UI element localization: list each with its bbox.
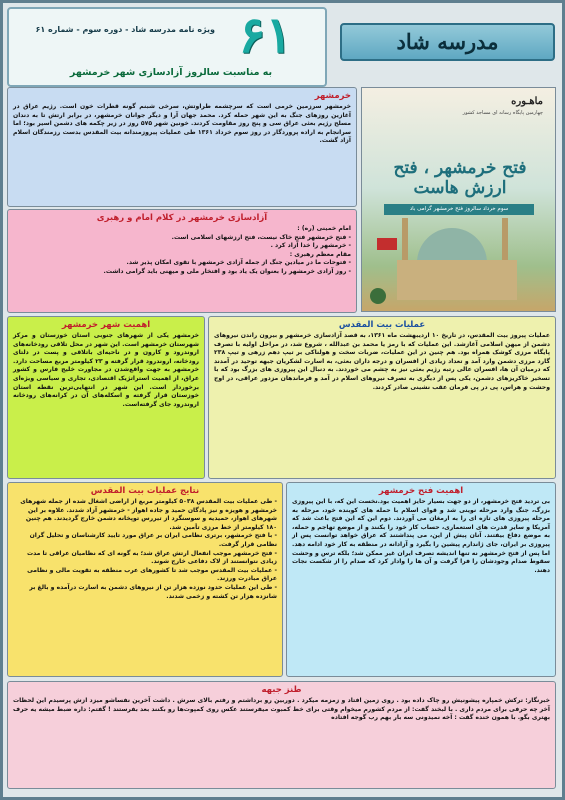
imam-quote: - فتح خرمشهر فتح خاک نیست، فتح ارزشهای اسلامی است. bbox=[171, 233, 351, 241]
importance-city-box bbox=[7, 316, 205, 479]
poster-title: فتح خرمشهر ، فتح ارزش هاست bbox=[393, 158, 527, 198]
results-list bbox=[13, 498, 277, 601]
leaders-quotes bbox=[13, 225, 351, 277]
leader-quote: - روز آزادی خرمشهر را بعنوان یک یاد بود و افتخار ملی و میهنی باید گرامی داشت. bbox=[103, 267, 351, 275]
school-name: مدرسه شاد bbox=[396, 29, 499, 54]
khorramshahr-box bbox=[7, 87, 357, 207]
header-title-panel bbox=[333, 9, 555, 81]
poster-band: سوم خرداد سالروز فتح خرمشهر گرامی باد bbox=[384, 204, 534, 215]
result-item: - عملیات بیت المقدس موجب شد تا کشورهای عرب منطقه به تقویت مالی و نظامی عراق مبادرت ورزند. bbox=[27, 566, 277, 583]
result-item: - فتح خرمشهر موجب انفعال ارتش عراق شد؛ به گونه ای که نظامیان عراقی تا مدت زیادی نتوانستند از لاک دفاعی خارج شوند. bbox=[26, 549, 277, 566]
victory-text: بی تردید فتح خرمشهر، از دو جهت بسیار حایز اهمیت بود.نخست این که، با این پیروزی بزرگ، جنگ وارد مرحله نوینی شد و قوای اسلام با حمله های کوبنده خود، مرحله به مرحله پیروزی های تازه ای را به ارمغان می آوردند. دوم این که این فتح باعث شد که آمریکا و سایر قدرت های استعماری، حساب کار خود را بکنند و از موضع تهاجم و حمله، به موضع دفاع بیفتند. آنان پیش از این، می پنداشتند که عراق خواهد توانست پس از پیروزی بر ایران، جای ژاندارم پیشین را بگیرد و آزادانه در منطقه به کار خود ادامه دهد. اما پس از فتح خرمشهر نه تنها اندیشه تصرف ایران غیر ممکن شد؛ بلکه ترس و وحشت سقوط صدام وجودشان را فرا گرفت و آن ها را وادار کرد که صدام را از شکست نجات دهند. bbox=[292, 498, 550, 574]
operation-text: عملیات پیروز بیت المقدس، در تاریخ ۱۰ اردیبهشت ماه ۱۳۶۱، به قصد آزادسازی خرمشهر و بیرون راندن نیروهای دشمن از میهن اسلامی آغازشد. این عملیات که با رمز یا محمد بن عبدالله ، شروع شد، در مراحل اولیه با تصرف پایگاه مرزی کوشک همراه بود. هم چنین در این عملیات، ضربات سخت و هولناکی بر تیپ دهم زرهی و تیپ ۲۳۸ گارد مرزی دشمن وارد آمد و تعداد زیادی از افسران و درجه داران بعثی، به اسارت لشکریان جبهه توحید در آمدند که درمیان آن ها، افسران عالی رتبه رژیم بعثی نیز به چشم می خوردند. به دنبال این پیروزی های بزرگ بود که با تسخیر خاکریزهای دشمن، یکی پس از دیگری به تصرف نیروهای اسلام در آمد و فرماندهان مزدور عراقی، در اوج وحشت و هراس، پی در پی فرمان عقب نشینی صادر کردند. bbox=[214, 332, 550, 391]
result-item: - طی این عملیات حدود نوزده هزار تن از نیروهای دشمن به اسارت درآمده و بالغ بر شانزده هزار تن کشته و زخمی شدند. bbox=[29, 583, 277, 600]
poster-image bbox=[361, 87, 556, 312]
operation-heading: عملیات بیت المقدس bbox=[338, 320, 426, 330]
importance-city-heading: اهمیت شهر خرمشهر bbox=[61, 320, 151, 330]
poster-logo: ماهـوره bbox=[511, 96, 543, 107]
issue-subtitle: ویژه نامه مدرسه شاد - دوره سوم - شماره ۶۱ bbox=[35, 25, 215, 34]
results-heading: نتایج عملیات بیت المقدس bbox=[90, 486, 200, 496]
poster-logo-sub: چهارمین پایگاه رسانه ای مساجد کشور bbox=[462, 110, 543, 116]
result-item: - با فتح خرمشهر، برتری نظامی ایران بر عراق مورد تایید کارشناسان و تحلیل گران نظامی قرار گرفت. bbox=[29, 532, 277, 548]
results-box bbox=[7, 482, 283, 677]
header bbox=[3, 3, 562, 91]
leaders-box bbox=[7, 209, 357, 313]
humor-heading: طنز جبهه bbox=[261, 685, 302, 695]
humor-box bbox=[7, 681, 556, 789]
victory-box bbox=[286, 482, 556, 677]
humor-text: خبرنگار: ترکش خمپاره پیشونیش رو چاک داده بود . روی زمین افتاد و زمزمه میکرد . دوربین رو برداشتم و رفتم بالای سرش . داشت آخرین نفساشو میزد ازش پرسیدم این لحظات آخر چه حرفی برای مردم داری . با لبخند گفت: از مردم کشورم میخوام وقتی برای خط کمبوت میفرستند عکس روی کمپوت‌ها رو بکنند بعد بفرستند ! گفتم: داره ضبط میشه یه حرف بهتری بگو. با همون خنده گفت : آخه نمیدونی سه بار بهم رب گوجه افتاده bbox=[13, 697, 550, 722]
leaders-heading: آزادسازی خرمشهر در کلام امام و رهبری bbox=[96, 213, 268, 223]
importance-city-text: خرمشهر یکی از شهرهای جنوبی استان خوزستان و مرکز شهرستان خرمشهر است. این شهر در محل تلاقی رودخانه‌های اروندرود و کارون و در ناحیه‌ای باتلاقی و پست در دلتای رودخانه، اروندرود قرار گرفته و ۲۳ کیلومتر مربع مساحت دارد. خرمشهر به جهت واقع‌شدن در مجاورت خلیج فارس و کشور عراق، از اهمیت استراتژیک اقتصادی، تجاری و سیاسی ویژه‌ای برخوردار است. این شهر در انتهایی‌ترین نقطه استان خوزستان قرار گرفته و اسکله‌های آن در کرانه‌های رودخانه اروندرود جای گرفته‌است. bbox=[13, 332, 199, 408]
issue-number: ۶۱ bbox=[238, 5, 293, 64]
khorramshahr-text: خرمشهر سرزمین خرمی است که سرچشمه طراوتش، سرخی شبنم گونه قطرات خون است. رژیم عراق در آغازین روزهای جنگ به این شهر حمله کرد. محمد جهان آرا و دیگر جوانان خرمشهر، در برابر ارتش تا به دندان مسلح رژیم بعثی عراق سی و پنج روز مقاومت کردند. خونین شهر ۵۷۵ روز در زیر چکمه های دشمن اسیر بود؛ اما سرانجام به اراده پروردگار در روز سوم خرداد ۱۳۶۱ طی عملیات پیروزمندانه بیت المقدس بدست رزمندگان اسلام آزاد گشت. bbox=[13, 103, 351, 145]
occasion-title: به مناسبت سالروز آزادسازی شهر خرمشهر bbox=[69, 67, 273, 78]
school-name-ribbon bbox=[340, 23, 555, 61]
imam-quote: - خرمشهر را خدا آزاد کرد . bbox=[270, 242, 351, 250]
leader-quote: - فتوحات ما در میادین جنگ از جمله آزادی خرمشهر با تقوی امکان پذیر شد. bbox=[126, 259, 351, 267]
mosque-building bbox=[397, 260, 517, 300]
flag-icon bbox=[377, 238, 397, 250]
leader-label: مقام معظم رهبری : bbox=[289, 250, 351, 258]
victory-heading: اهمیت فتح خرمشهر bbox=[378, 486, 464, 496]
imam-label: امام خمینی (ره) : bbox=[297, 225, 351, 232]
emblem-icon bbox=[370, 288, 386, 304]
operation-box bbox=[208, 316, 556, 479]
result-item: - طی عملیات بیت المقدس ۵۰۳۸ کیلومتر مربع از اراضی اشغال شده از جمله شهرهای خرمشهر و هویزه و نیز پادگان حمید و جاده اهواز - خرمشهر آزاد شدند. علاوه بر این شهرهای اهواز، حمیدیه و سوسنگرد از تیررس توپخانه دشمن خارج گردیدند. هم چنین ۱۸۰ کیلومتر از خط مرزی تأمین شد. bbox=[20, 498, 277, 531]
khorramshahr-heading: خرمشهر bbox=[314, 91, 351, 101]
